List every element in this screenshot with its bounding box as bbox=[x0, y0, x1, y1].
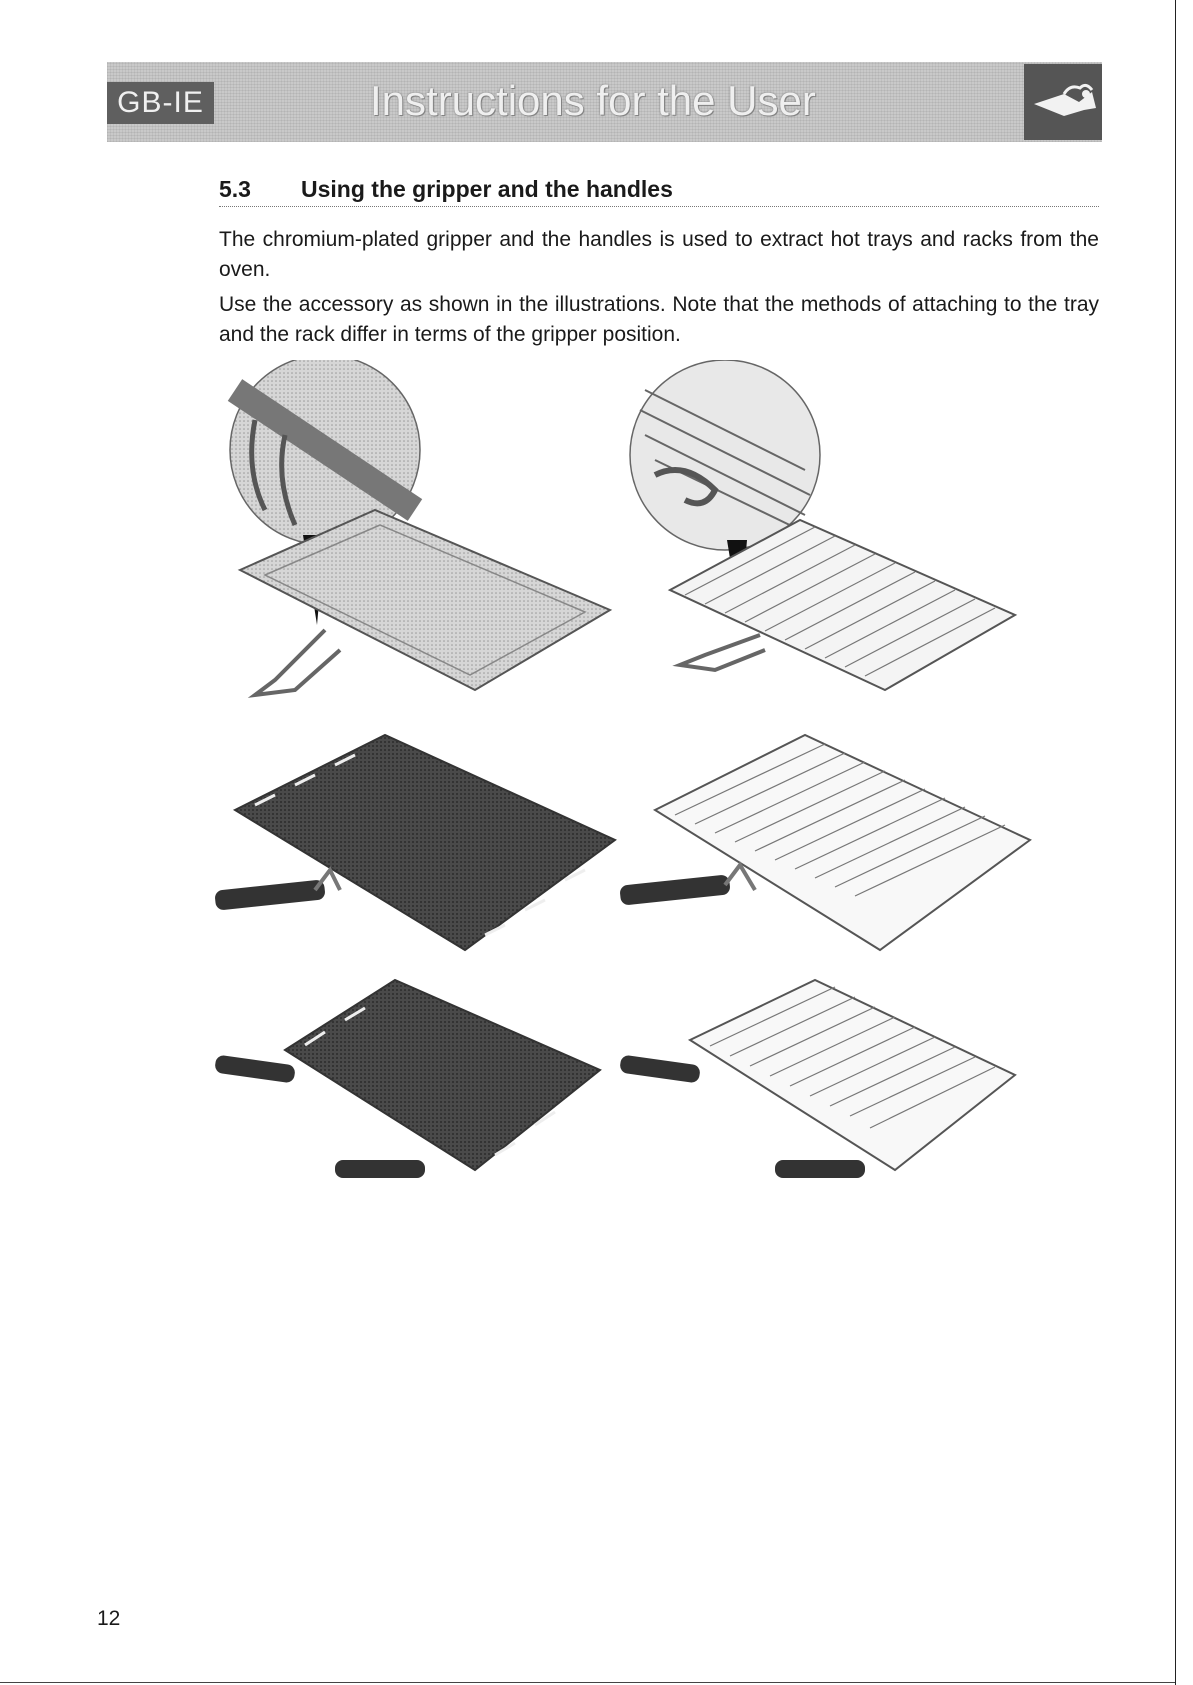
rack-handle-illustration bbox=[619, 735, 1030, 950]
section-title: Using the gripper and the handles bbox=[301, 176, 673, 202]
language-tag: GB-IE bbox=[107, 82, 214, 124]
page-edge bbox=[1175, 0, 1176, 1685]
gripper-illustrations bbox=[215, 360, 1115, 1280]
rack-two-handles-illustration bbox=[619, 980, 1015, 1178]
paragraph-usage: Use the accessory as shown in the illustrations. Note that the methods of attaching to the tray and the rack differ in terms of the gripper position. bbox=[219, 293, 1099, 346]
tray-handle-illustration bbox=[215, 735, 615, 950]
page-bottom-edge bbox=[0, 1682, 1175, 1683]
section-number: 5.3 bbox=[219, 176, 251, 202]
paragraph-intro: The chromium-plated gripper and the handles is used to extract hot trays and racks from the oven. bbox=[219, 228, 1099, 281]
section-heading bbox=[219, 174, 1099, 207]
tray-gripper-illustration bbox=[230, 360, 610, 695]
banner-title: Instructions for the User bbox=[370, 77, 816, 124]
chef-hat-icon bbox=[1024, 64, 1102, 140]
rack-gripper-illustration bbox=[630, 360, 1015, 690]
page-number: 12 bbox=[97, 1607, 121, 1630]
tray-two-handles-illustration bbox=[215, 980, 600, 1178]
